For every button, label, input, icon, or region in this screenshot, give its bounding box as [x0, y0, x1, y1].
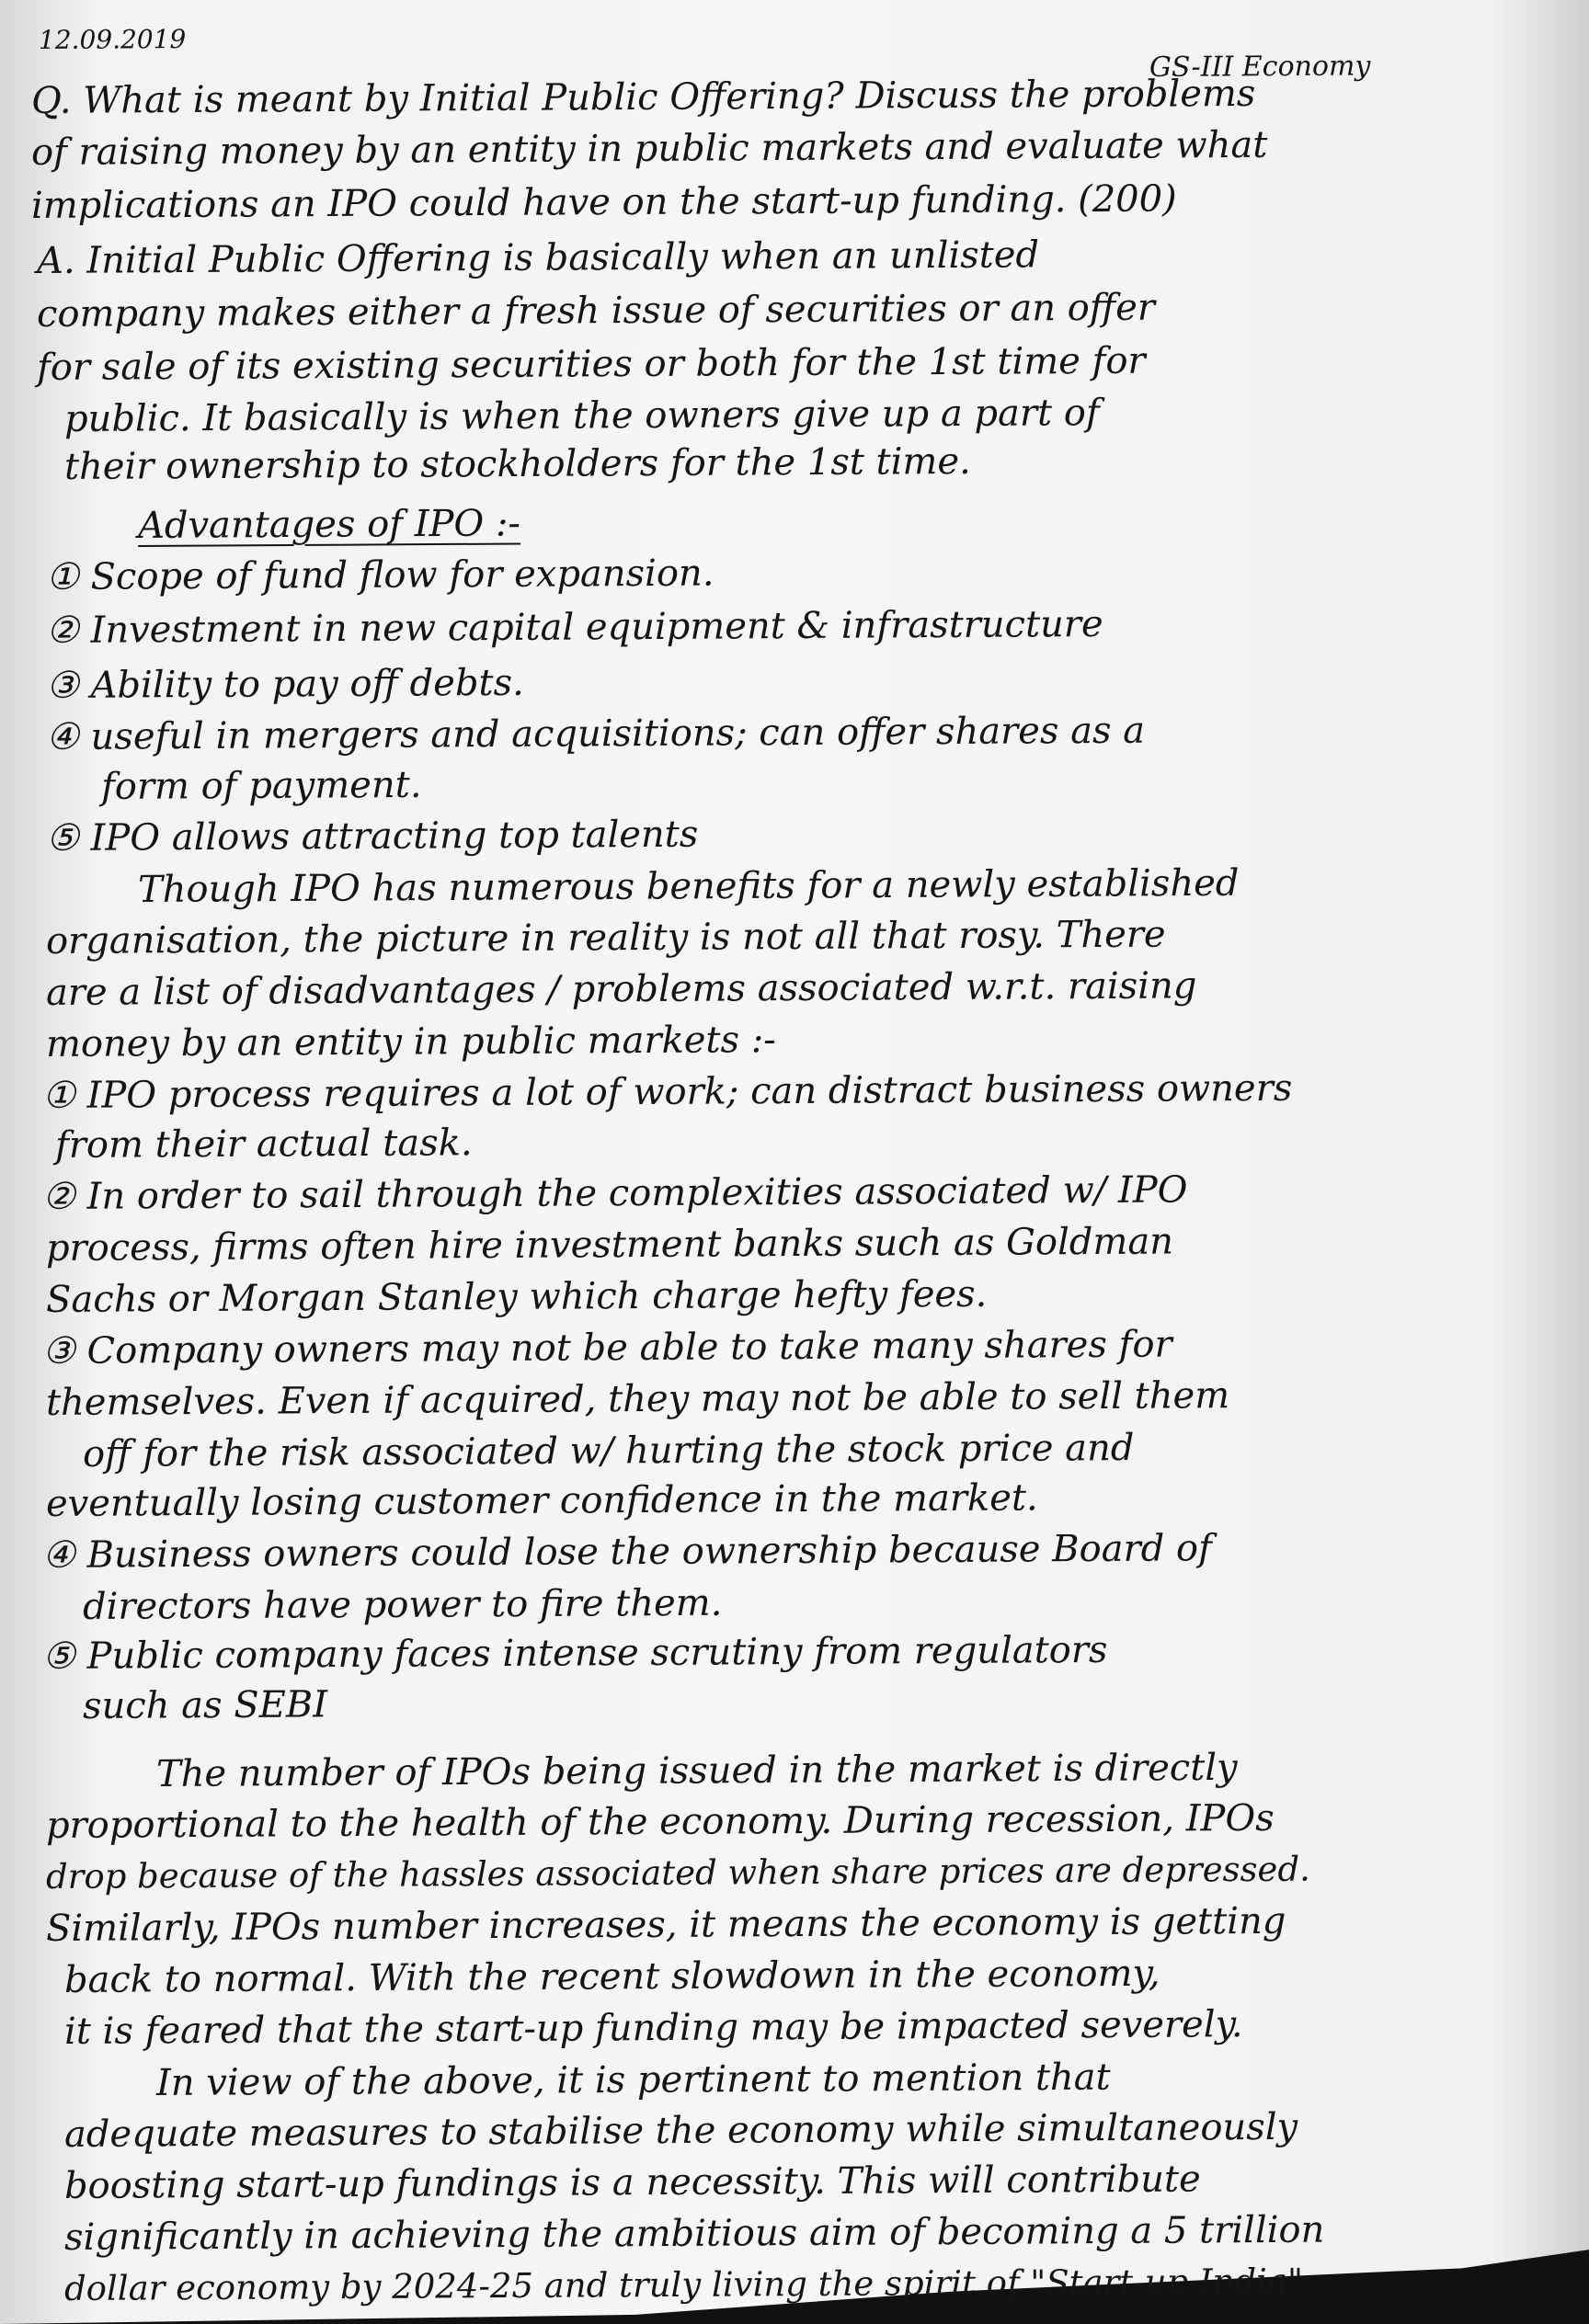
- problem-item: off for the risk associated w/ hurting the stock price and: [82, 1427, 1135, 1475]
- transition-line: money by an entity in public markets :-: [45, 1019, 776, 1065]
- problem-item: ⑤ Public company faces intense scrutiny from regulators: [41, 1628, 1108, 1678]
- implication-line: it is feared that the start-up funding may be impacted severely.: [63, 2003, 1243, 2053]
- date: 12.09.2019: [38, 24, 187, 55]
- conclusion-line: boosting start-up fundings is a necessity. This will contribute: [63, 2158, 1201, 2207]
- answer-line: their ownership to stockholders for the 1st time.: [63, 439, 971, 488]
- implication-line: proportional to the health of the economy. During recession, IPOs: [45, 1796, 1275, 1847]
- advantage-item: ⑤ IPO allows attracting top talents: [45, 813, 699, 860]
- transition-line: are a list of disadvantages / problems associated w.r.t. raising: [45, 964, 1197, 1014]
- transition-line: organisation, the picture in reality is not all that rosy. There: [45, 913, 1166, 963]
- problem-item: eventually losing customer confidence in the market.: [45, 1476, 1038, 1525]
- conclusion-line: adequate measures to stabilise the economy while simultaneously: [63, 2105, 1298, 2156]
- advantage-item: ② Investment in new capital equipment & infrastructure: [45, 602, 1103, 652]
- question-line: of raising money by an entity in public markets and evaluate what: [30, 123, 1268, 174]
- problem-item: Sachs or Morgan Stanley which charge hefty fees.: [45, 1272, 988, 1321]
- conclusion-line: dollar economy by 2024-25 and truly living the spirit of "Start-up India".: [63, 2261, 1314, 2308]
- implication-line: The number of IPOs being issued in the market is directly: [155, 1746, 1238, 1795]
- conclusion-line: In view of the above, it is pertinent to mention that: [155, 2056, 1111, 2104]
- problem-item: ② In order to sail through the complexities associated w/ IPO: [41, 1168, 1188, 1218]
- advantage-item: form of payment.: [100, 763, 422, 808]
- transition-line: Though IPO has numerous benefits for a newly established: [137, 861, 1240, 911]
- advantage-item: ③ Ability to pay off debts.: [45, 661, 524, 707]
- implication-line: back to normal. With the recent slowdown in the economy,: [63, 1952, 1160, 2001]
- problem-item: ③ Company owners may not be able to take many shares for: [41, 1323, 1172, 1373]
- answer-line: for sale of its existing securities or both for the 1st time for: [36, 339, 1146, 389]
- advantage-item: ① Scope of fund flow for expansion.: [45, 552, 714, 598]
- problem-item: such as SEBI: [82, 1683, 328, 1727]
- paper-label: GS-III Economy: [1149, 50, 1371, 84]
- problem-item: directors have power to fire them.: [82, 1581, 723, 1628]
- question-line: implications an IPO could have on the start-up funding. (200): [30, 177, 1177, 227]
- conclusion-line: significantly in achieving the ambitious aim of becoming a 5 trillion: [63, 2208, 1325, 2259]
- answer-line: public. It basically is when the owners give up a part of: [63, 392, 1100, 440]
- advantage-item: ④ useful in mergers and acquisitions; can offer shares as a: [45, 709, 1146, 758]
- implication-line: drop because of the hassles associated when share prices are depressed.: [45, 1849, 1310, 1897]
- problem-item: from their actual task.: [54, 1122, 473, 1167]
- problem-item: themselves. Even if acquired, they may not be able to sell them: [45, 1374, 1230, 1424]
- problem-item: process, firms often hire investment banks such as Goldman: [45, 1220, 1174, 1270]
- advantages-heading: Advantages of IPO :-: [137, 502, 521, 547]
- answer-line: A. Initial Public Offering is basically when an unlisted: [36, 234, 1040, 282]
- problem-item: ① IPO process requires a lot of work; can distract business owners: [41, 1066, 1293, 1117]
- problem-item: ④ Business owners could lose the ownership because Board of: [41, 1527, 1212, 1577]
- question-line: Q. What is meant by Initial Public Offering? Discuss the problems: [30, 72, 1256, 122]
- implication-line: Similarly, IPOs number increases, it means the economy is getting: [45, 1899, 1286, 1950]
- answer-line: company makes either a fresh issue of securities or an offer: [36, 286, 1156, 336]
